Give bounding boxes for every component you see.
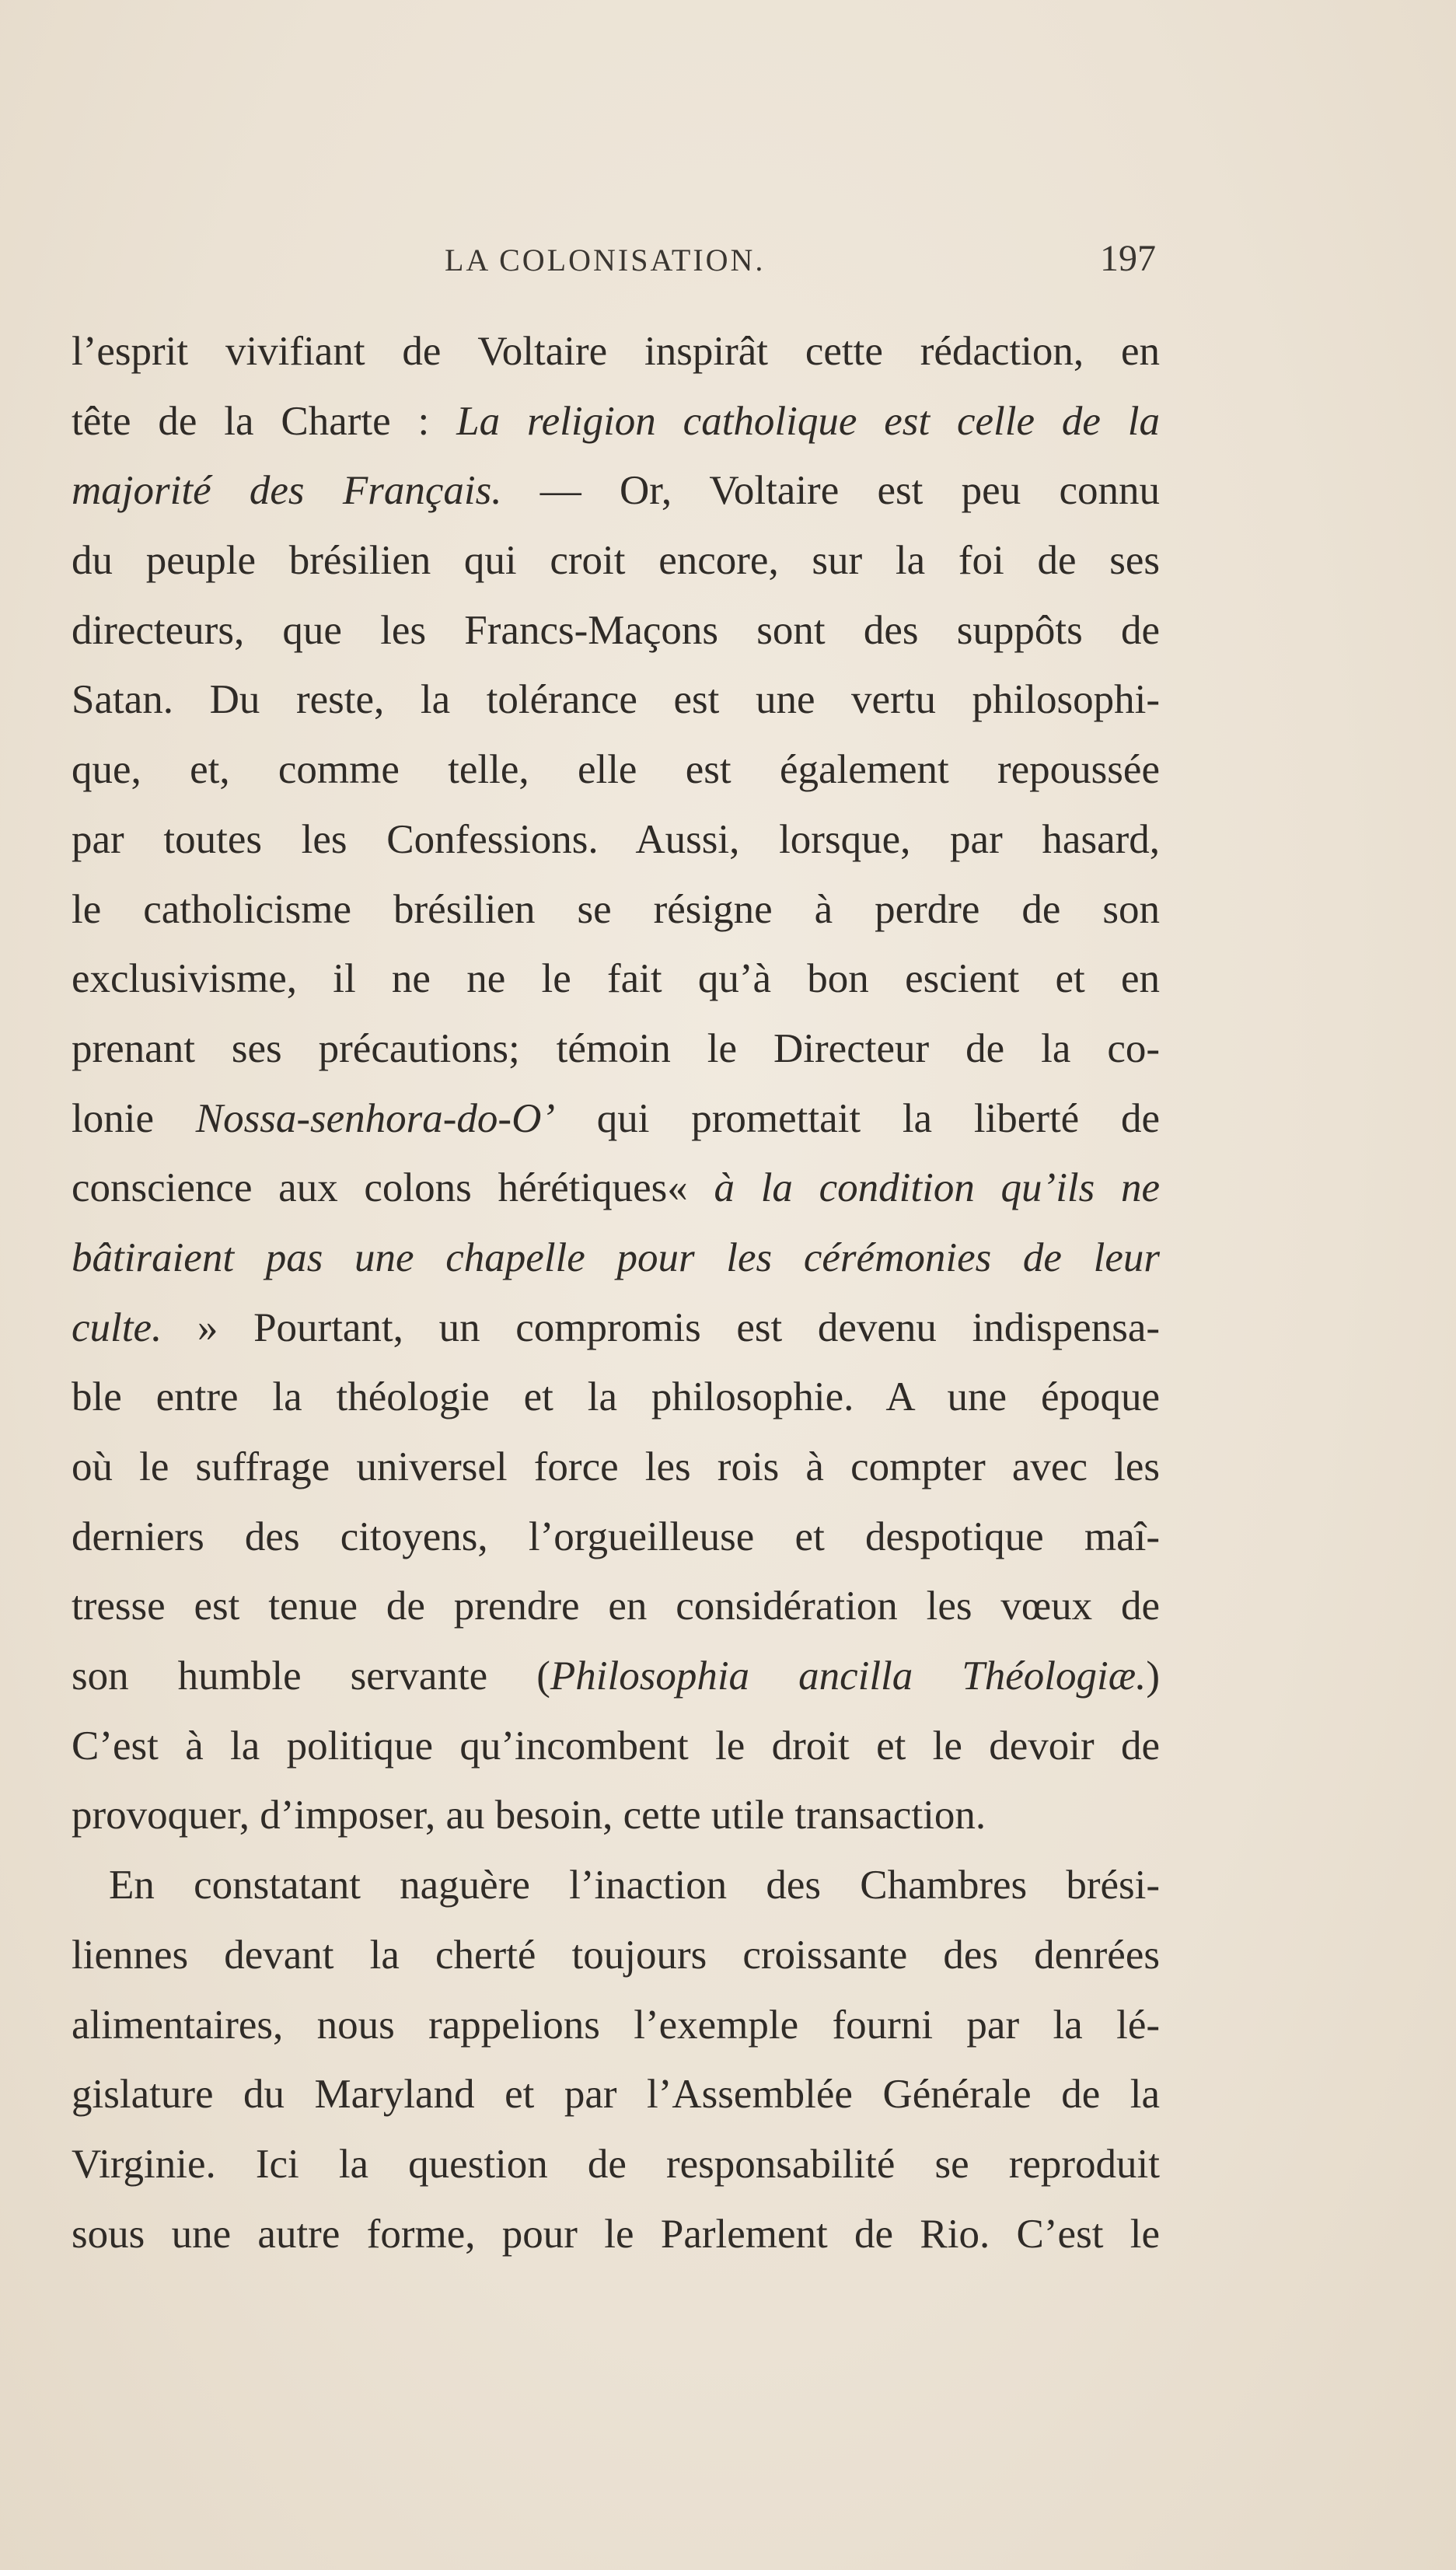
text-segment: ble entre la théologie et la philosophie. A une époque xyxy=(72,1374,1160,1420)
text-segment: directeurs, que les Francs-Maçons sont des suppôts de xyxy=(72,607,1160,653)
text-line xyxy=(72,1014,1160,1084)
text-line xyxy=(72,456,1160,526)
italic-text: La religion catholique est celle de la xyxy=(456,398,1161,444)
text-line xyxy=(72,1433,1160,1503)
text-segment: liennes devant la cherté toujours croissante des denrées xyxy=(72,1932,1160,1978)
text-segment: exclusivisme, il ne ne le fait qu’à bon escient et en xyxy=(72,956,1160,1002)
text-line xyxy=(72,2060,1160,2130)
text-line xyxy=(72,805,1160,875)
text-line xyxy=(72,2130,1160,2200)
text-segment: ) xyxy=(1146,1653,1160,1699)
text-line xyxy=(72,526,1160,596)
text-line xyxy=(72,1294,1160,1364)
text-segment: alimentaires, nous rappelions l’exemple fourni par la lé- xyxy=(72,2002,1160,2048)
text-segment: où le suffrage universel force les rois à compter avec les xyxy=(72,1444,1160,1489)
text-line xyxy=(72,2200,1160,2270)
text-segment: derniers des citoyens, l’orgueilleuse et despotique maî- xyxy=(72,1514,1160,1559)
italic-text: majorité des Français. xyxy=(72,468,502,514)
text-segment: En constatant naguère l’inaction des Chambres brési- xyxy=(109,1863,1160,1908)
text-line xyxy=(72,665,1160,735)
text-line xyxy=(72,1084,1160,1154)
text-line xyxy=(72,1642,1160,1712)
text-segment: Virginie. Ici la question de responsabilité se reproduit xyxy=(72,2141,1160,2187)
text-line xyxy=(72,735,1160,805)
text-segment: gislature du Maryland et par l’Assemblée Générale de la xyxy=(72,2072,1160,2118)
body-text xyxy=(72,317,1160,2269)
text-segment: tresse est tenue de prendre en considération les vœux de xyxy=(72,1584,1160,1629)
text-line xyxy=(72,1572,1160,1642)
text-line xyxy=(72,1363,1160,1433)
italic-text: Nossa-senhora-do-O’ xyxy=(195,1095,555,1141)
page-number: 197 xyxy=(1100,238,1156,279)
text-segment: prenant ses précautions; témoin le Directeur de la co- xyxy=(72,1025,1160,1071)
text-segment: qui promettait la liberté de xyxy=(555,1095,1160,1141)
text-line xyxy=(72,1224,1160,1294)
text-line xyxy=(72,1781,1160,1851)
text-segment: Satan. Du reste, la tolérance est une vertu philosophi- xyxy=(72,677,1160,723)
text-segment: son humble servante ( xyxy=(72,1653,550,1699)
text-segment: que, et, comme telle, elle est également repoussée xyxy=(72,747,1160,793)
italic-text: à la condition qu’ils ne xyxy=(714,1165,1160,1211)
text-segment: par toutes les Confessions. Aussi, lorsque, par hasard, xyxy=(72,816,1160,862)
text-segment: le catholicisme brésilien se résigne à perdre de son xyxy=(72,886,1160,932)
text-line xyxy=(72,1991,1160,2061)
text-line xyxy=(72,1712,1160,1782)
text-segment: tête de la Charte : xyxy=(72,398,457,444)
text-line xyxy=(72,945,1160,1014)
text-segment: du peuple brésilien qui croit encore, sur la foi de ses xyxy=(72,538,1160,584)
running-title: LA COLONISATION. xyxy=(445,243,766,278)
italic-text: Philosophia ancilla Théologiæ. xyxy=(550,1653,1147,1699)
italic-text: bâtiraient pas une chapelle pour les cérémonies de leur xyxy=(72,1234,1160,1280)
text-segment: l’esprit vivifiant de Voltaire inspirât cette rédaction, en xyxy=(72,329,1160,374)
page-header xyxy=(72,237,1156,284)
text-line xyxy=(72,1921,1160,1991)
text-segment: » Pourtant, un compromis est devenu indispensa- xyxy=(162,1304,1160,1350)
text-line xyxy=(72,1503,1160,1573)
text-line xyxy=(72,596,1160,666)
text-line xyxy=(72,1154,1160,1224)
text-line xyxy=(72,875,1160,945)
text-segment: provoquer, d’imposer, au besoin, cette utile transaction. xyxy=(72,1793,986,1838)
text-segment: C’est à la politique qu’incombent le droit et le devoir de xyxy=(72,1723,1160,1769)
text-line xyxy=(72,1851,1160,1921)
text-segment: lonie xyxy=(72,1095,196,1141)
italic-text: culte. xyxy=(72,1304,162,1350)
text-segment: — Or, Voltaire est peu connu xyxy=(501,468,1160,514)
text-segment: sous une autre forme, pour le Parlement de Rio. C’est le xyxy=(72,2211,1160,2257)
text-segment: conscience aux colons hérétiques« xyxy=(72,1165,714,1211)
text-line xyxy=(72,317,1160,387)
text-line xyxy=(72,387,1160,457)
